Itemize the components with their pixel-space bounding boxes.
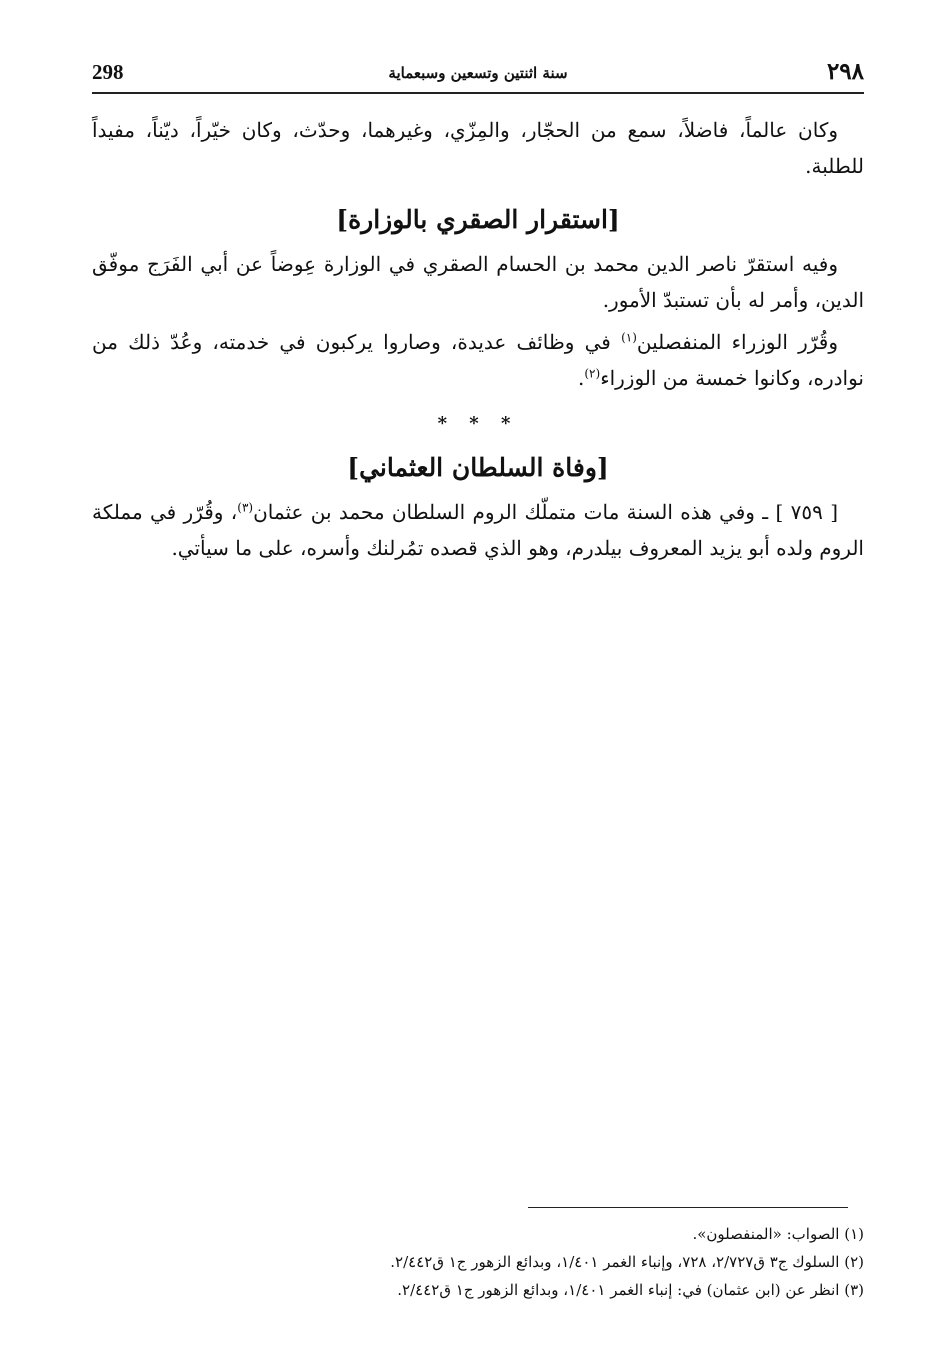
page [92, 58, 864, 566]
paragraph-3 [92, 324, 864, 396]
page-number-latin: 298 [92, 60, 124, 84]
paragraph-3-text-b: في وظائف عديدة، وصاروا يركبون في خدمته، وعُدّ ذلك من نوادره، وكانوا خمسة من الوزراء [92, 330, 864, 390]
section-separator: * * * [437, 413, 519, 434]
section-heading-ottoman: [وفاة السلطان العثماني] [347, 453, 609, 482]
paragraph-3-text-a: وقُرّر الوزراء المنفصلين [636, 330, 839, 354]
paragraph-4-text-b: ، وقُرّر في مملكة الروم ولده أبو يزيد المعروف بيلدرم، وهو الذي قصده تمُرلنك وأسره، على ما سيأتي. [92, 500, 864, 560]
paragraph-3-text-c: . [578, 366, 585, 390]
page-header [92, 58, 864, 94]
paragraph-1: وكان عالماً، فاضلاً، سمع من الحجّار، والمِزّي، وغيرهما، وحدّث، وكان خيّراً، ديّناً، مفيداً للطلبة. [92, 118, 864, 178]
paragraph-4-text-a: [ ٧٥٩ ] ـ وفي هذه السنة مات متملّك الروم السلطان محمد بن عثمان [253, 500, 838, 524]
footnote-3: (٣) انظر عن (ابن عثمان) في: إنباء الغمر ١/٤٠١، وبدائع الزهور ج١ ق٢/٤٤٢. [397, 1281, 864, 1299]
footnote-2: (٢) السلوك ج٣ ق٢/٧٢٧، ٧٢٨، وإنباء الغمر ١/٤٠١، وبدائع الزهور ج١ ق٢/٤٤٢. [390, 1253, 864, 1271]
footnote-1: (١) الصواب: «المنفصلون». [692, 1225, 864, 1243]
footnote-ref-1: (١) [621, 330, 637, 345]
paragraph-4 [92, 494, 864, 566]
paragraph-2: وفيه استقرّ ناصر الدين محمد بن الحسام الصقري في الوزارة عِوضاً عن أبي الفَرَج موفّق الدين، وأمر له بأن تستبدّ الأمور. [92, 252, 864, 312]
footnotes [84, 1220, 864, 1304]
footnote-ref-3: (٣) [237, 500, 254, 515]
running-title: سنة اثنتين وتسعين وسبعماية [388, 64, 568, 82]
footnote-divider [528, 1207, 848, 1208]
main-text [92, 112, 864, 566]
footnote-ref-2: (٢) [584, 366, 601, 381]
section-heading-vizier: [استقرار الصقري بالوزارة] [336, 205, 620, 234]
page-number-arabic: ٢٩٨ [826, 58, 864, 85]
